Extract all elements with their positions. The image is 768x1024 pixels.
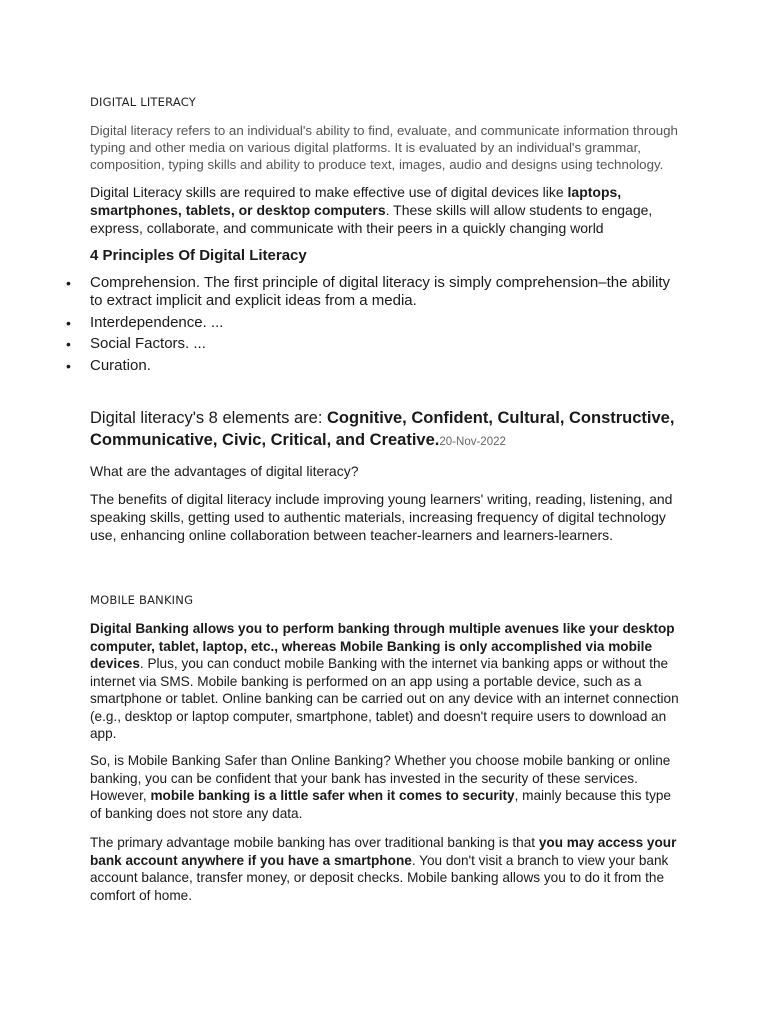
banking-paragraph-1 [90,620,680,743]
banking-p2-pre: So, is Mobile Banking Safer than Online Banking? Whether you choose mobile banking or online banking, you can be confident that your bank has invested in the security of these services. However, [90,753,671,803]
skills-text-pre: Digital Literacy skills are required to make effective use of digital devices like [90,184,568,200]
elements-period: . [434,431,440,449]
banking-p3-pre: The primary advantage mobile banking has over traditional banking is that [90,835,539,850]
list-item [66,314,686,332]
list-item [66,335,686,353]
list-item-text: Curation. [90,356,151,374]
banking-p1-bold: Digital Banking allows you to perform banking through multiple avenues like your desktop computer, tablet, laptop, etc., whereas Mobile Banking is only accomplished via mobile devices [90,621,675,671]
banking-paragraph-2 [90,752,680,822]
skills-text-bold: laptops, smartphones, tablets, or desktop computers [90,184,622,218]
skills-paragraph [90,183,680,237]
list-item-text: Interdependence. ... [90,313,224,331]
banking-p3-bold: you may access your bank account anywhere if you have a smartphone [90,835,677,868]
list-item [66,357,686,375]
list-item-text: Comprehension. The first principle of digital literacy is simply comprehension–the ability to extract implicit and explicit ideas from a media. [90,274,670,309]
elements-date: 20-Nov-2022 [439,436,506,448]
elements-paragraph [90,407,680,453]
list-item [66,274,686,310]
intro-paragraph: Digital literacy refers to an individual's ability to find, evaluate, and communicate information through typing and other media on various digital platforms. It is evaluated by an individual's grammar, composition, typing skills and ability to produce text, images, audio and designs using technology. [90,123,678,172]
principles-heading: 4 Principles Of Digital Literacy [90,247,307,264]
section-heading-mobile-banking: MOBILE BANKING [90,593,194,607]
bullet-icon: • [66,275,71,291]
principles-list [66,274,686,378]
benefits-paragraph: The benefits of digital literacy include improving young learners' writing, reading, listening, and speaking skills, getting used to authentic materials, increasing frequency of digital technology use, enhancing online collaboration between teacher-learners and learners-learners. [90,491,673,543]
advantages-question: What are the advantages of digital literacy? [90,463,359,479]
elements-text-pre: Digital literacy's 8 elements are: [90,409,327,427]
banking-p3-post: . You don't visit a branch to view your bank account balance, transfer money, or deposit checks. Mobile banking allows you to do it from the comfort of home. [90,852,669,903]
banking-paragraph-3 [90,834,680,904]
skills-text-post: . These skills will allow students to engage, express, collaborate, and communicate with their peers in a quickly changing world [90,202,653,236]
bullet-icon: • [66,314,71,331]
banking-p1-rest: . Plus, you can conduct mobile Banking with the internet via banking apps or without the internet via SMS. Mobile banking is performed on an app using a portable device, such as a smartphone or tablet. Online banking can be carried out on any device with an internet connection (e.g., desktop or laptop computer, smartphone, tablet) and doesn't require users to download an app. [90,656,679,741]
section-heading-digital-literacy: DIGITAL LITERACY [90,95,196,109]
list-item-text: Social Factors. ... [90,335,206,352]
elements-text-bold: Cognitive, Confident, Cultural, Constructive, Communicative, Civic, Critical, and Creative [90,409,675,449]
banking-p2-post: , mainly because this type of banking does not store any data. [90,788,671,821]
banking-p2-bold: mobile banking is a little safer when it comes to security [150,788,515,803]
bullet-icon: • [66,336,71,352]
bullet-icon: • [66,357,71,374]
